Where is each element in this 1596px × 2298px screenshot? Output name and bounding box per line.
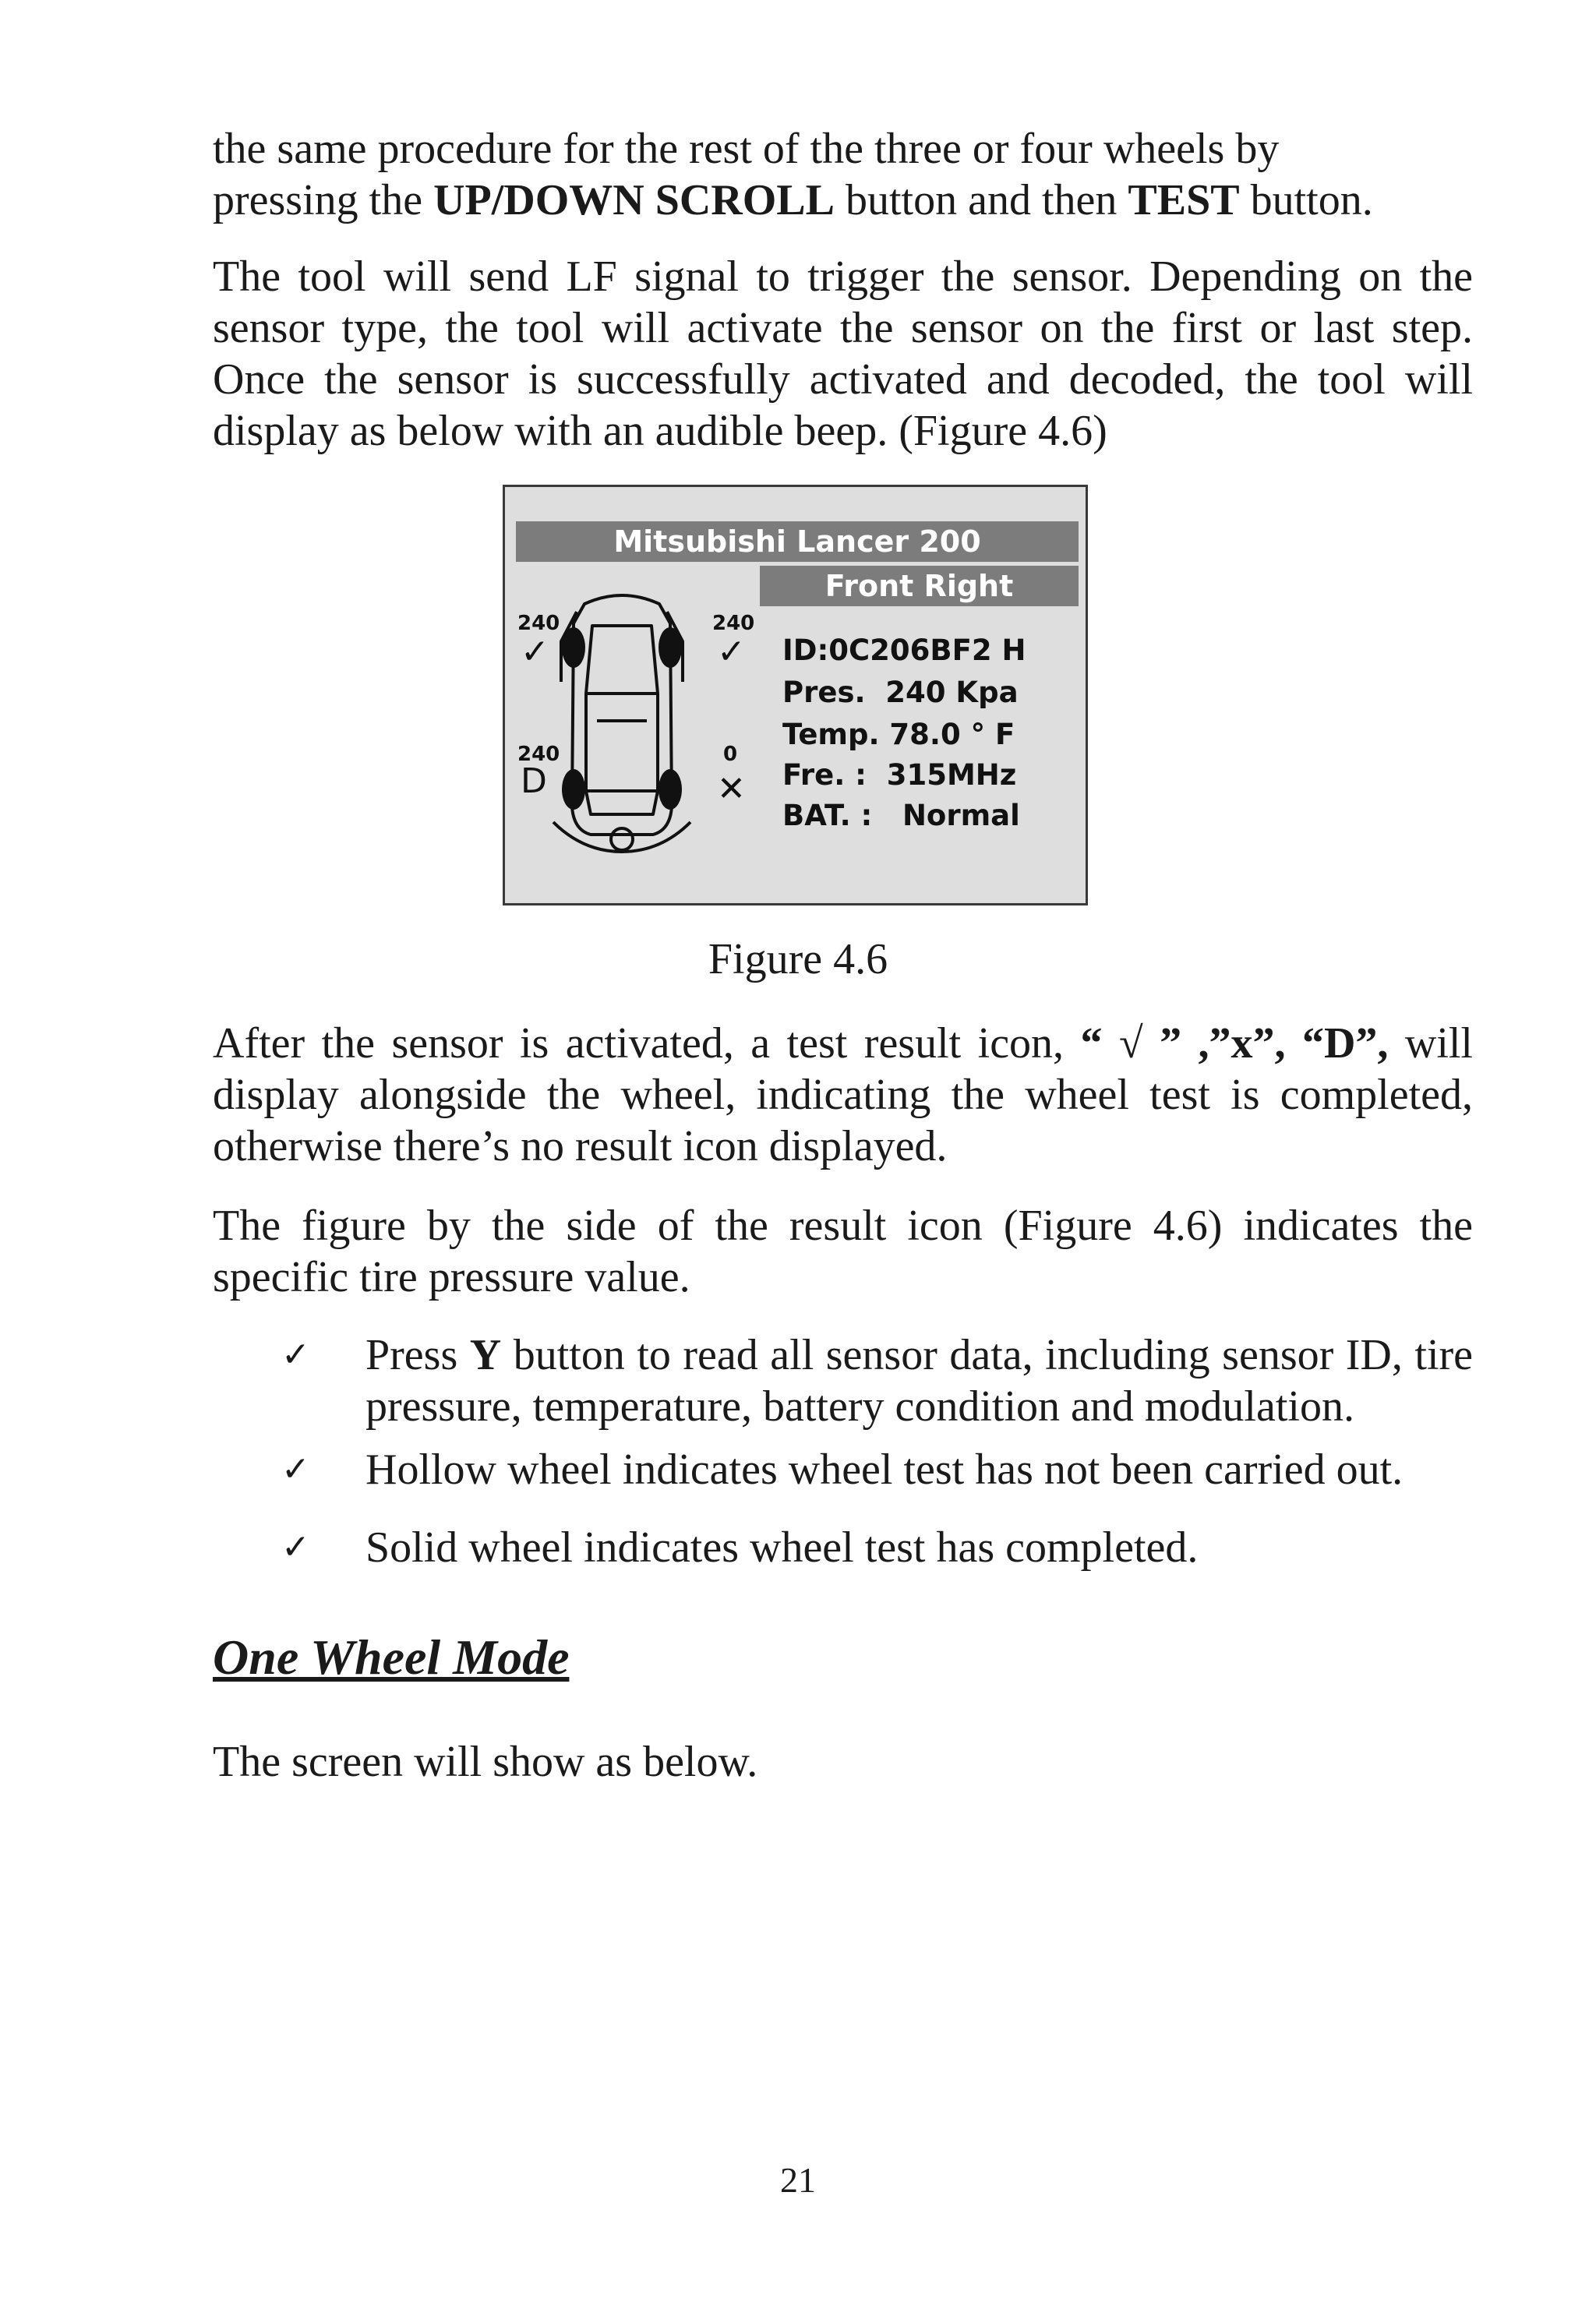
sensor-pressure: Pres. 240 Kpa [782,676,1019,709]
rear-left-d-icon: D [521,761,547,801]
checkmark-bullet-icon: ✓ [281,1527,310,1567]
sensor-id: ID:0C206BF2 H [782,634,1026,667]
sensor-frequency: Fre. : 315MHz [782,758,1017,792]
intro-paragraph: the same procedure for the rest of the three or four wheels by pressing the UP/DOWN SCROLL button and then TEST button. [213,125,1373,224]
lf-signal-paragraph: The tool will send LF signal to trigger the sensor. Depending on the sensor type, the tool will activate the sensor on the first or last step. Once the sensor is successfully activated and decoded, the tool will display as below with an audible beep. (Figure 4.6) [213,252,1473,455]
rear-right-x-icon: ✕ [717,769,746,809]
rear-left-pressure: 240 [517,743,560,766]
exhaust-icon [611,828,633,850]
figure-caption: Figure 4.6 [708,935,888,983]
checkmark-bullet-icon: ✓ [281,1449,310,1489]
front-right-pressure: 240 [712,612,755,635]
sensor-temperature: Temp. 78.0 ° F [782,718,1015,751]
checkmark-bullet-icon: ✓ [281,1335,310,1375]
wheel-front-left-icon [562,627,585,668]
rear-right-pressure: 0 [723,743,738,766]
y-button-name: Y [469,1331,502,1379]
rear-bumper [553,822,690,852]
car-roof-outline [586,626,658,791]
wheel-position-bar: Front Right [760,566,1079,606]
vehicle-title-bar: Mitsubishi Lancer 200 [516,521,1079,562]
front-left-pressure: 240 [517,612,560,635]
wheel-rear-right-icon [659,769,682,810]
tpms-screen-figure [503,485,1088,905]
screen-intro-paragraph: The screen will show as below. [213,1738,758,1786]
page-number: 21 [780,2160,816,2200]
sensor-battery: BAT. : Normal [782,799,1020,832]
front-left-check-icon: ✓ [521,632,549,672]
section-heading: One Wheel Mode [213,1629,570,1685]
front-right-check-icon: ✓ [717,632,746,672]
wheel-rear-left-icon [562,769,585,810]
result-icons-text: “ √ ” ,”x”, “D”, [1080,1019,1389,1068]
test-button-name: TEST [1128,176,1240,224]
wheel-front-right-icon [659,627,682,668]
pressure-value-paragraph: The figure by the side of the result icon (Figure 4.6) indicates the specific tire pressure value. [213,1202,1473,1301]
result-icon-paragraph: After the sensor is activated, a test result icon, “ √ ” ,”x”, “D”, will display alongside the wheel, indicating the wheel test is completed, otherwise there’s no result icon displayed. [213,1019,1473,1170]
updown-scroll-button-name: UP/DOWN SCROLL [433,176,835,224]
